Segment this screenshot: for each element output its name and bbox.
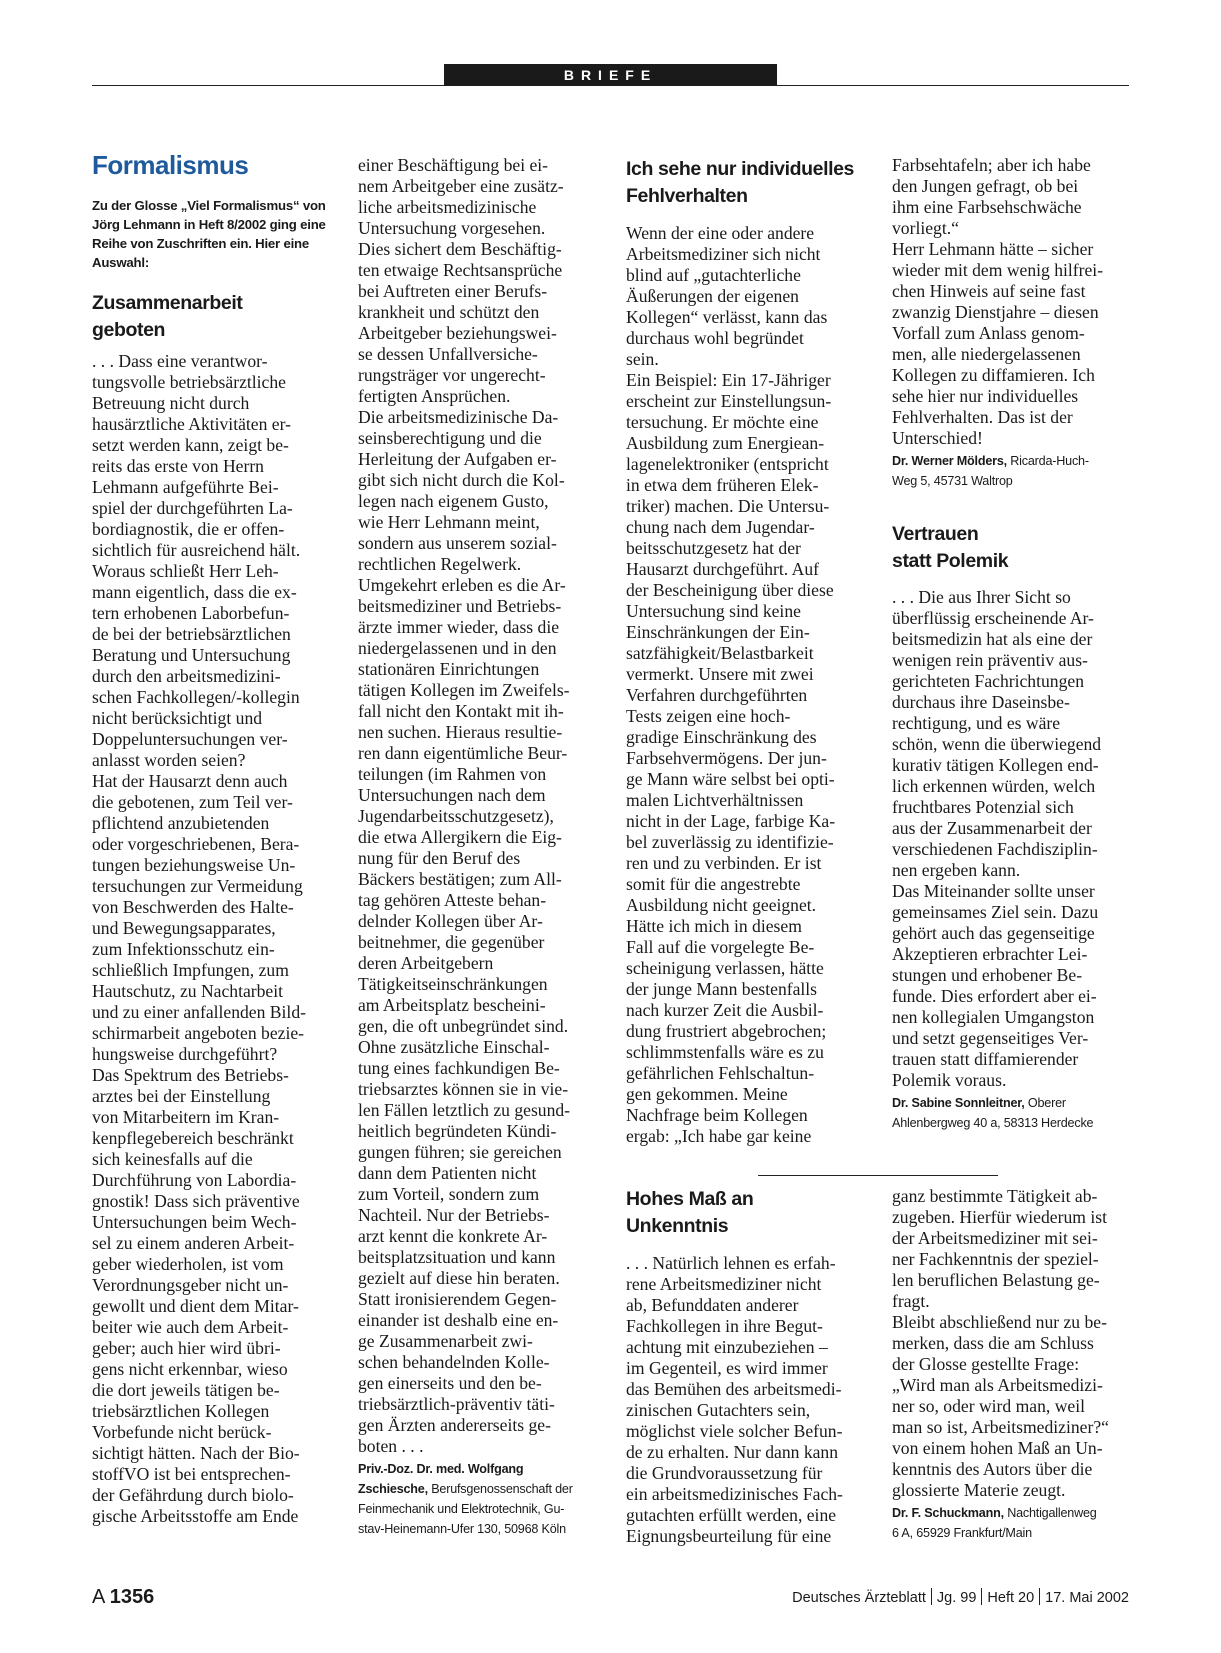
text-line: Einschränkungen der Ein-: [626, 622, 810, 642]
text-line: funde. Dies erfordert aber ei-: [892, 986, 1097, 1006]
signature-address: Oberer: [1024, 1096, 1066, 1110]
text-line: beitsmediziner und Betriebs-: [358, 596, 562, 616]
text-line: fall nicht den Kontakt mit ih-: [358, 701, 564, 721]
text-line: . . . Die aus Ihrer Sicht so: [892, 587, 1071, 607]
signature-name: Priv.-Doz. Dr. med. Wolfgang: [358, 1462, 524, 1476]
text-line: schließlich Impfungen, zum: [92, 960, 289, 980]
text-line: von einem hohen Maß an Un-: [892, 1438, 1103, 1458]
text-line: gen gekommen. Meine: [626, 1084, 788, 1104]
text-line: Arbeitsmediziner sich nicht: [626, 244, 821, 264]
text-line: triebsarztes können sie in vie-: [358, 1079, 569, 1099]
text-line: tungsvolle betriebsärztliche: [92, 372, 286, 392]
signature-line: [358, 1479, 604, 1499]
letter-4-body-part-1: [626, 1253, 872, 1547]
text-line: lagenelektroniker (entspricht: [626, 454, 829, 474]
text-line: gemeinsames Ziel sein. Dazu: [892, 902, 1099, 922]
letter-1-body-part-2: [358, 155, 604, 1457]
signature-address: 6 A, 65929 Frankfurt/Main: [892, 1526, 1032, 1540]
signature-line: [892, 1523, 1138, 1543]
text-line: achtung mit einzubeziehen –: [626, 1337, 828, 1357]
text-line: und zu einer anfallenden Bild-: [92, 1002, 306, 1022]
text-line: mann eigentlich, dass die ex-: [92, 582, 297, 602]
text-line: zugeben. Hierfür wiederum ist: [892, 1207, 1107, 1227]
text-line: chen Hinweis auf seine fast: [892, 281, 1086, 301]
text-line: Arbeitgeber beziehungswei-: [358, 323, 557, 343]
text-line: wenigen rein präventiv aus-: [892, 650, 1088, 670]
text-line: Hautschutz, zu Nachtarbeit: [92, 981, 284, 1001]
text-line: ärzte immer wieder, dass die: [358, 617, 560, 637]
text-line: nen kollegialen Umgangston: [892, 1007, 1095, 1027]
text-line: sehe hier nur individuelles: [892, 386, 1079, 406]
text-line: heitlich begründeten Kündi-: [358, 1121, 557, 1141]
text-line: Ich sehe nur individuelles: [626, 158, 854, 180]
text-line: vermerkt. Unsere mit zwei: [626, 664, 814, 684]
column-1: [92, 150, 338, 1527]
text-line: die dort jeweils tätigen be-: [92, 1380, 280, 1400]
text-line: deren Arbeitgebern: [358, 953, 494, 973]
text-line: tung eines fachkundigen Be-: [358, 1058, 560, 1078]
text-line: lich erkennen würden, welch: [892, 776, 1096, 796]
text-line: verschiedenen Fachdisziplin-: [892, 839, 1098, 859]
journal-date: 17. Mai 2002: [1045, 1590, 1129, 1606]
text-line: ner so, oder wird man, weil: [892, 1396, 1085, 1416]
signature-address: stav-Heinemann-Ufer 130, 50968 Köln: [358, 1522, 566, 1536]
text-line: Dies sichert dem Beschäftig-: [358, 239, 562, 259]
text-line: len Fällen letztlich zu gesund-: [358, 1100, 571, 1120]
text-line: durchaus ihre Daseinsbe-: [892, 692, 1070, 712]
text-line: Untersuchung sind keine: [626, 601, 801, 621]
text-line: len beruflichen Belastung ge-: [892, 1270, 1100, 1290]
text-line: nicht berücksichtigt und: [92, 708, 263, 728]
signature-line: [892, 471, 1138, 491]
letter-1-heading: [92, 290, 338, 344]
text-line: gen, die oft unbegründet sind.: [358, 1016, 569, 1036]
letter-2-body-part-2: [892, 155, 1138, 449]
text-line: schen Fachkollegen/-kollegin: [92, 687, 300, 707]
text-line: in etwa dem früheren Elek-: [626, 475, 819, 495]
text-line: ner Fachkenntnis der speziel-: [892, 1249, 1099, 1269]
text-line: von Beschwerden des Halte-: [92, 897, 294, 917]
text-line: Untersuchungen nach dem: [358, 785, 546, 805]
text-line: Beratung und Untersuchung: [92, 645, 291, 665]
text-line: anlasst worden seien?: [92, 750, 246, 770]
text-line: Kollegen zu diffamieren. Ich: [892, 365, 1095, 385]
signature-address: Weg 5, 45731 Waltrop: [892, 474, 1013, 488]
text-line: gische Arbeitsstoffe am Ende: [92, 1506, 299, 1526]
text-line: rungsträger vor ungerecht-: [358, 365, 546, 385]
text-line: man so ist, Arbeitsmediziner?“: [892, 1417, 1109, 1437]
signature-line: [358, 1519, 604, 1539]
text-line: gehört auch das gegenseitige: [892, 923, 1095, 943]
text-line: rechtigung, und es wäre: [892, 713, 1061, 733]
text-line: trauen statt diffamierender: [892, 1049, 1079, 1069]
text-line: wie Herr Lehmann meint,: [358, 512, 540, 532]
text-line: gibt sich nicht durch die Kol-: [358, 470, 565, 490]
text-line: am Arbeitsplatz bescheini-: [358, 995, 546, 1015]
letter-1-signature: [358, 1459, 604, 1539]
text-line: gen einerseits und den be-: [358, 1373, 542, 1393]
text-line: Verordnungsgeber nicht un-: [92, 1275, 289, 1295]
text-line: triker) machen. Die Untersu-: [626, 496, 830, 516]
text-line: nem Arbeitgeber eine zusätz-: [358, 176, 564, 196]
text-line: ganz bestimmte Tätigkeit ab-: [892, 1186, 1098, 1206]
text-line: und Bewegungsapparates,: [92, 918, 276, 938]
text-line: Bleibt abschließend nur zu be-: [892, 1312, 1107, 1332]
text-line: malen Lichtverhältnissen: [626, 790, 804, 810]
text-line: Äußerungen der eigenen: [626, 286, 799, 306]
signature-name: Dr. F. Schuckmann,: [892, 1506, 1004, 1520]
text-line: beitnehmer, die gegenüber: [358, 932, 545, 952]
text-line: Ausbildung nicht geeignet.: [626, 895, 817, 915]
text-line: bordiagnostik, die er offen-: [92, 519, 285, 539]
text-line: bel zuverlässig zu identifizie-: [626, 832, 834, 852]
text-line: satzfähigkeit/Belastbarkeit: [626, 643, 814, 663]
text-line: boten . . .: [358, 1436, 424, 1456]
text-line: das Bemühen des arbeitsmedi-: [626, 1379, 842, 1399]
text-line: sichtlich für ausreichend hält.: [92, 540, 301, 560]
text-line: Durchführung von Labordia-: [92, 1170, 297, 1190]
text-line: tag gehören Atteste behan-: [358, 890, 547, 910]
text-line: Ohne zusätzliche Einschal-: [358, 1037, 550, 1057]
text-line: beitsmedizin hat als eine der: [892, 629, 1093, 649]
text-line: ren und zu verbinden. Er ist: [626, 853, 822, 873]
text-line: Umgekehrt erleben es die Ar-: [358, 575, 566, 595]
text-line: Vorfall zum Anlass genom-: [892, 323, 1085, 343]
text-line: gezielt auf diese hin beraten.: [358, 1268, 560, 1288]
text-line: Fall auf die vorgelegte Be-: [626, 937, 815, 957]
text-line: Hätte ich mich in diesem: [626, 916, 802, 936]
text-line: . . . Natürlich lehnen es erfah-: [626, 1253, 836, 1273]
text-line: vorliegt.“: [892, 218, 959, 238]
text-line: gewollt und dient dem Mitar-: [92, 1296, 299, 1316]
signature-name: Zschiesche,: [358, 1482, 428, 1496]
text-line: ren dann eigentümliche Beur-: [358, 743, 568, 763]
text-line: tersuchungen zur Vermeidung: [92, 876, 303, 896]
text-line: Die arbeitsmedizinische Da-: [358, 407, 559, 427]
text-line: statt Polemik: [892, 550, 1009, 572]
text-line: Fachkollegen in ihre Begut-: [626, 1316, 823, 1336]
text-line: hungsweise durchgeführt?: [92, 1044, 278, 1064]
column-4-top: [892, 155, 1138, 1133]
text-line: geber wiederholen, ist vom: [92, 1254, 284, 1274]
text-line: aus der Zusammenarbeit der: [892, 818, 1092, 838]
text-line: überflüssig erscheinende Ar-: [892, 608, 1094, 628]
footer-publication-info: [792, 1587, 1129, 1609]
text-line: nen ergeben kann.: [892, 860, 1021, 880]
text-line: fertigten Ansprüchen.: [358, 386, 511, 406]
signature-line: [892, 451, 1138, 471]
text-line: niedergelassenen und in den: [358, 638, 557, 658]
text-line: teilungen (im Rahmen von: [358, 764, 547, 784]
column-3-bottom: [626, 1186, 872, 1547]
text-line: die Grundvoraussetzung für: [626, 1463, 823, 1483]
text-line: fruchtbares Potenzial sich: [892, 797, 1074, 817]
text-line: geber; auch hier wird übri-: [92, 1338, 281, 1358]
text-line: triebsärztlichen Kollegen: [92, 1401, 270, 1421]
text-line: hausärztliche Aktivitäten er-: [92, 414, 291, 434]
text-line: de zu erhalten. Nur dann kann: [626, 1442, 839, 1462]
text-line: gerichteten Fachrichtungen: [892, 671, 1084, 691]
text-line: stungen und erhobener Be-: [892, 965, 1083, 985]
letter-3-signature: [892, 1093, 1138, 1133]
text-line: nung für den Beruf des: [358, 848, 521, 868]
text-line: Kollegen“ verlässt, kann das: [626, 307, 828, 327]
text-line: gnostik! Dass sich präventive: [92, 1191, 300, 1211]
text-line: Herleitung der Aufgaben er-: [358, 449, 557, 469]
text-line: gradige Einschränkung des: [626, 727, 817, 747]
text-line: der Gefährdung durch biolo-: [92, 1485, 294, 1505]
text-line: gefährlichen Fehlschaltun-: [626, 1063, 815, 1083]
text-line: gungen führen; sie gereichen: [358, 1142, 562, 1162]
text-line: zinischen Gutachters sein,: [626, 1400, 811, 1420]
text-line: legen nach eigenem Gusto,: [358, 491, 549, 511]
column-2: [358, 155, 604, 1539]
text-line: Betreuung nicht durch: [92, 393, 250, 413]
column-3-top: [626, 156, 872, 1147]
text-line: sichtigt hätten. Nach der Bio-: [92, 1443, 300, 1463]
signature-line: [892, 1113, 1138, 1133]
text-line: sein.: [626, 349, 659, 369]
text-line: men, alle niedergelassenen: [892, 344, 1081, 364]
text-line: somit für die angestrebte: [626, 874, 801, 894]
text-line: reits das erste von Herrn: [92, 456, 264, 476]
text-line: beitsplatzsituation und kann: [358, 1247, 556, 1267]
text-line: ihm eine Farbsehschwäche: [892, 197, 1082, 217]
text-line: Nachfrage beim Kollegen: [626, 1105, 808, 1125]
letter-4-signature: [892, 1503, 1138, 1543]
text-line: kenntnis des Autors über die: [892, 1459, 1093, 1479]
text-line: zum Infektionsschutz ein-: [92, 939, 275, 959]
signature-name: Dr. Werner Mölders,: [892, 454, 1007, 468]
signature-line: [892, 1503, 1138, 1523]
text-line: zum Vorteil, sondern zum: [358, 1184, 540, 1204]
text-line: Untersuchungen beim Wech-: [92, 1212, 297, 1232]
text-line: Lehmann aufgeführte Bei-: [92, 477, 279, 497]
text-line: von Mitarbeitern im Kran-: [92, 1107, 280, 1127]
text-line: durch den arbeitsmedizini-: [92, 666, 281, 686]
text-line: seinsberechtigung und die: [358, 428, 542, 448]
text-line: Ein Beispiel: Ein 17-Jähriger: [626, 370, 831, 390]
text-line: gens nicht erkennbar, wieso: [92, 1359, 288, 1379]
text-line: stoffVO ist bei entsprechen-: [92, 1464, 291, 1484]
text-line: die etwa Allergikern die Eig-: [358, 827, 562, 847]
text-line: der junge Mann bestenfalls: [626, 979, 818, 999]
text-line: Tätigkeitseinschränkungen: [358, 974, 548, 994]
footer-separator: [981, 1588, 982, 1605]
text-line: sich keinesfalls auf die: [92, 1149, 253, 1169]
column-4-bottom: [892, 1186, 1138, 1543]
text-line: Wenn der eine oder andere: [626, 223, 815, 243]
text-line: Farbsehvermögens. Der jun-: [626, 748, 827, 768]
text-line: Farbsehtafeln; aber ich habe: [892, 155, 1091, 175]
text-line: ab, Befunddaten anderer: [626, 1295, 799, 1315]
text-line: Bäckers bestätigen; zum All-: [358, 869, 562, 889]
letter-4-body-part-2: [892, 1186, 1138, 1501]
journal-issue: Heft 20: [987, 1590, 1035, 1606]
signature-line: [358, 1459, 604, 1479]
text-line: erscheint zur Einstellungsun-: [626, 391, 832, 411]
text-line: im Gegenteil, es wird immer: [626, 1358, 828, 1378]
signature-line: [358, 1499, 604, 1519]
text-line: Vorbefunde nicht berück-: [92, 1422, 272, 1442]
text-line: kurativ tätigen Kollegen end-: [892, 755, 1099, 775]
letter-3-body: [892, 587, 1138, 1091]
text-line: gutachten erfüllt werden, eine: [626, 1505, 837, 1525]
text-line: stationären Einrichtungen: [358, 659, 540, 679]
signature-address: Ahlenbergweg 40 a, 58313 Herdecke: [892, 1116, 1094, 1130]
text-line: dann dem Patienten nicht: [358, 1163, 537, 1183]
text-line: rechtlichen Regelwerk.: [358, 554, 522, 574]
text-line: Hausarzt durchgeführt. Auf: [626, 559, 819, 579]
signature-address: Nachtigallenweg: [1003, 1506, 1097, 1520]
text-line: oder vorgeschriebenen, Bera-: [92, 834, 300, 854]
text-line: schlimmstenfalls wäre es zu: [626, 1042, 824, 1062]
text-line: sel zu einem anderen Arbeit-: [92, 1233, 295, 1253]
text-line: nen suchen. Hieraus resultie-: [358, 722, 563, 742]
letter-2-body-part-1: [626, 223, 872, 1147]
text-line: arztes bei der Einstellung: [92, 1086, 271, 1106]
letter-3-heading: [892, 521, 1138, 575]
text-line: Hat der Hausarzt denn auch: [92, 771, 288, 791]
text-line: Das Miteinander sollte unser: [892, 881, 1095, 901]
text-line: delnder Kollegen über Ar-: [358, 911, 543, 931]
text-line: nach kurzer Zeit die Ausbil-: [626, 1000, 824, 1020]
text-line: ergab: „Ich habe gar keine: [626, 1126, 812, 1146]
text-line: und setzt gegenseitiges Ver-: [892, 1028, 1089, 1048]
text-line: nicht in der Lage, farbige Ka-: [626, 811, 836, 831]
text-line: „Wird man als Arbeitsmedizi-: [892, 1375, 1103, 1395]
text-line: Unterschied!: [892, 428, 983, 448]
text-line: Das Spektrum des Betriebs-: [92, 1065, 289, 1085]
text-line: beitsschutzgesetz hat der: [626, 538, 801, 558]
text-line: Herr Lehmann hätte – sicher: [892, 239, 1094, 259]
text-line: ein arbeitsmedizinisches Fach-: [626, 1484, 843, 1504]
signature-line: [892, 1093, 1138, 1113]
text-line: scheinigung verlassen, hätte: [626, 958, 824, 978]
text-line: tätigen Kollegen im Zweifels-: [358, 680, 570, 700]
text-line: der Glosse gestellte Frage:: [892, 1354, 1080, 1374]
text-line: schirmarbeit angeboten bezie-: [92, 1023, 305, 1043]
text-line: Vertrauen: [892, 523, 979, 545]
text-line: arzt kennt die konkrete Ar-: [358, 1226, 548, 1246]
text-line: möglichst viele solcher Befun-: [626, 1421, 843, 1441]
text-line: durchaus wohl begründet: [626, 328, 804, 348]
letter-1-body-part-1: [92, 351, 338, 1527]
text-line: Woraus schließt Herr Leh-: [92, 561, 279, 581]
text-line: triebsärztlich-präventiv täti-: [358, 1394, 555, 1414]
footer-separator: [1039, 1588, 1040, 1605]
text-line: geboten: [92, 319, 166, 341]
signature-address: Ricarda-Huch-: [1006, 454, 1089, 468]
text-line: der Arbeitsmediziner mit sei-: [892, 1228, 1098, 1248]
article-intro: Zu der Glosse „Viel Formalismus“ von Jörg Lehmann in Heft 8/2002 ging eine Reihe von Zuschriften ein. Hier eine Auswahl:: [92, 198, 326, 270]
text-line: rene Arbeitsmediziner nicht: [626, 1274, 822, 1294]
text-line: kenpflegebereich beschränkt: [92, 1128, 294, 1148]
text-line: Ausbildung zum Energiean-: [626, 433, 825, 453]
text-line: zwanzig Dienstjahre – diesen: [892, 302, 1099, 322]
text-line: Fehlverhalten: [626, 185, 748, 207]
text-line: tersuchung. Er möchte eine: [626, 412, 819, 432]
journal-volume: Jg. 99: [936, 1590, 977, 1606]
text-line: ge Mann wäre selbst bei opti-: [626, 769, 835, 789]
text-line: die gebotenen, zum Teil ver-: [92, 792, 293, 812]
text-line: beiter wie auch dem Arbeit-: [92, 1317, 289, 1337]
text-line: Jugendarbeitsschutzgesetz),: [358, 806, 554, 826]
page-prefix: A: [92, 1586, 110, 1608]
text-line: schön, wenn die überwiegend: [892, 734, 1102, 754]
text-line: Nachteil. Nur der Betriebs-: [358, 1205, 550, 1225]
text-line: wieder mit dem wenig hilfrei-: [892, 260, 1104, 280]
text-line: liche arbeitsmedizinische: [358, 197, 537, 217]
text-line: Polemik voraus.: [892, 1070, 1007, 1090]
text-line: gen Ärzten andererseits ge-: [358, 1415, 551, 1435]
footer-separator: [931, 1588, 932, 1605]
text-line: Akzeptieren erbrachter Lei-: [892, 944, 1088, 964]
text-line: Doppeluntersuchungen ver-: [92, 729, 288, 749]
signature-address: Feinmechanik und Elektrotechnik, Gu-: [358, 1502, 565, 1516]
text-line: Zusammenarbeit: [92, 292, 243, 314]
letter-2-signature: [892, 451, 1138, 491]
text-line: ten etwaige Rechtsansprüche: [358, 260, 563, 280]
text-line: merken, dass die am Schluss: [892, 1333, 1094, 1353]
text-line: Untersuchung vorgesehen.: [358, 218, 546, 238]
text-line: Fehlverhalten. Das ist der: [892, 407, 1073, 427]
text-line: glossierte Materie zeugt.: [892, 1480, 1066, 1500]
text-line: setzt werden kann, zeigt be-: [92, 435, 289, 455]
text-line: sondern aus unserem sozial-: [358, 533, 557, 553]
text-line: spiel der durchgeführten La-: [92, 498, 293, 518]
text-line: Statt ironisierendem Gegen-: [358, 1289, 557, 1309]
article-title: Formalismus: [92, 150, 249, 180]
text-line: der Bescheinigung über diese: [626, 580, 834, 600]
text-line: Hohes Maß an: [626, 1188, 754, 1210]
text-line: schen behandelnden Kolle-: [358, 1352, 550, 1372]
text-line: bei Auftreten einer Berufs-: [358, 281, 548, 301]
signature-name: Dr. Sabine Sonnleitner,: [892, 1096, 1025, 1110]
text-line: Unkenntnis: [626, 1215, 729, 1237]
text-line: Verfahren durchgeführten: [626, 685, 808, 705]
text-line: den Jungen gefragt, ob bei: [892, 176, 1079, 196]
text-line: tern erhobenen Laborbefun-: [92, 603, 290, 623]
text-line: blind auf „gutachterliche: [626, 265, 801, 285]
text-line: krankheit und schützt den: [358, 302, 540, 322]
text-line: se dessen Unfallversiche-: [358, 344, 538, 364]
text-line: Tests zeigen eine hoch-: [626, 706, 791, 726]
text-line: einander ist deshalb eine en-: [358, 1310, 559, 1330]
page-number-value: 1356: [109, 1586, 155, 1608]
text-line: einer Beschäftigung bei ei-: [358, 155, 549, 175]
text-line: pflichtend anzubietenden: [92, 813, 270, 833]
letter-2-heading: [626, 156, 872, 210]
section-label: BRIEFE: [444, 64, 777, 86]
text-line: ge Zusammenarbeit zwi-: [358, 1331, 533, 1351]
text-line: de bei der betriebsärztlichen: [92, 624, 291, 644]
text-line: . . . Dass eine verantwor-: [92, 351, 268, 371]
text-line: dung frustriert abgebrochen;: [626, 1021, 827, 1041]
text-line: Eignungsbeurteilung für eine: [626, 1526, 832, 1546]
text-line: tungen beziehungsweise Un-: [92, 855, 296, 875]
letter-4-heading: [626, 1186, 872, 1240]
text-line: fragt.: [892, 1291, 930, 1311]
page-number: [92, 1585, 154, 1609]
journal-name: Deutsches Ärzteblatt: [792, 1590, 926, 1606]
signature-address: Berufsgenossenschaft der: [427, 1482, 573, 1496]
section-divider: [758, 1175, 998, 1176]
text-line: chung nach dem Jugendar-: [626, 517, 815, 537]
